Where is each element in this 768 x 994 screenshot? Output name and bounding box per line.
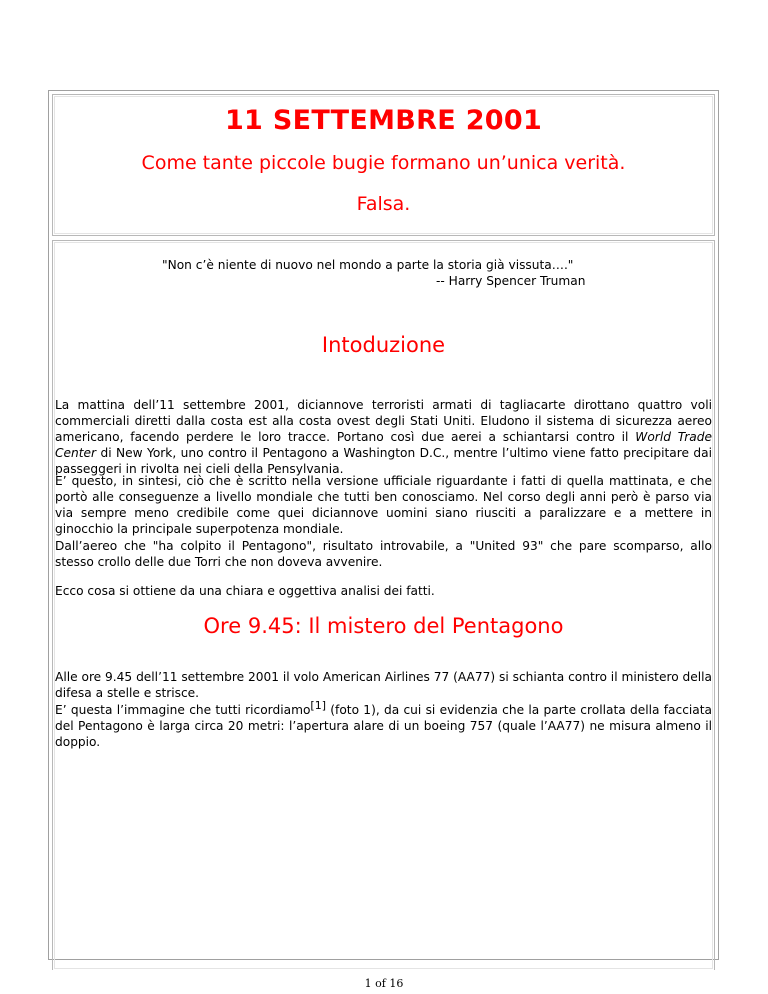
epigraph-quote: "Non c’è niente di nuovo nel mondo a parte la storia già vissuta…." (162, 258, 574, 272)
paragraph-intro-4: Ecco cosa si ottiene da una chiara e oggettiva analisi dei fatti. (55, 584, 435, 598)
title-cell (52, 94, 715, 236)
document-subtitle-2: Falsa. (356, 193, 411, 215)
paragraph-intro-2: E’ questo, in sintesi, ciò che è scritto nella versione ufficiale riguardante i fatti di quella mattinata, e che portò alle conseguenze a livello mondiale che tutti ben conosciamo. Nel corso degli anni però è parso via via sempre meno credibile come quei diciannove uomini siano riusciti a paralizzare e a mettere in ginocchio la principale superpotenza mondiale. (55, 474, 712, 536)
wtc-emphasis: World Trade Center (55, 430, 712, 460)
paragraph-intro-3: Dall’aereo che "ha colpito il Pentagono", risultato introvabile, a "United 93" che pare scomparso, allo stesso crollo delle due Torri che non doveva avvenire. (55, 539, 712, 569)
pentagon-heading: Ore 9.45: Il mistero del Pentagono (203, 614, 564, 638)
paragraph-intro-1: La mattina dell’11 settembre 2001, diciannove terroristi armati di tagliacarte dirottano quattro voli commerciali diretti dalla costa est alla costa ovest degli Stati Uniti. Eludono il sistema di sicurezza aereo americano, facendo perdere le loro tracce. Portano così due aerei a schiantarsi contro il World Trade Center di New York, uno contro il Pentagono a Washington D.C., mentre l’ultimo viene fatto precipitare dai passeggeri in rivolta nei cieli della Pensylvania. (55, 398, 712, 476)
document-table (48, 90, 719, 960)
page-number: 1 of 16 (364, 977, 404, 990)
paragraph-pentagon-2: E’ questa l’immagine che tutti ricordiamo[1] (foto 1), da cui si evidenzia che la parte crollata della facciata del Pentagono è larga circa 20 metri: l’apertura alare di un boeing 757 (quale l’AA77) ne misura almeno il doppio. (55, 699, 713, 749)
paragraph-pentagon-1: Alle ore 9.45 dell’11 settembre 2001 il volo American Airlines 77 (AA77) si schianta contro il ministero della difesa a stelle e strisce. (55, 670, 712, 700)
footnote-ref-1[interactable]: [1] (310, 699, 326, 712)
document-title: 11 SETTEMBRE 2001 (224, 105, 543, 136)
body-cell (52, 240, 715, 970)
document-subtitle: Come tante piccole bugie formano un’unica verità. (141, 152, 626, 174)
epigraph-author: -- Harry Spencer Truman (436, 274, 586, 288)
intro-heading: Intoduzione (321, 333, 446, 357)
